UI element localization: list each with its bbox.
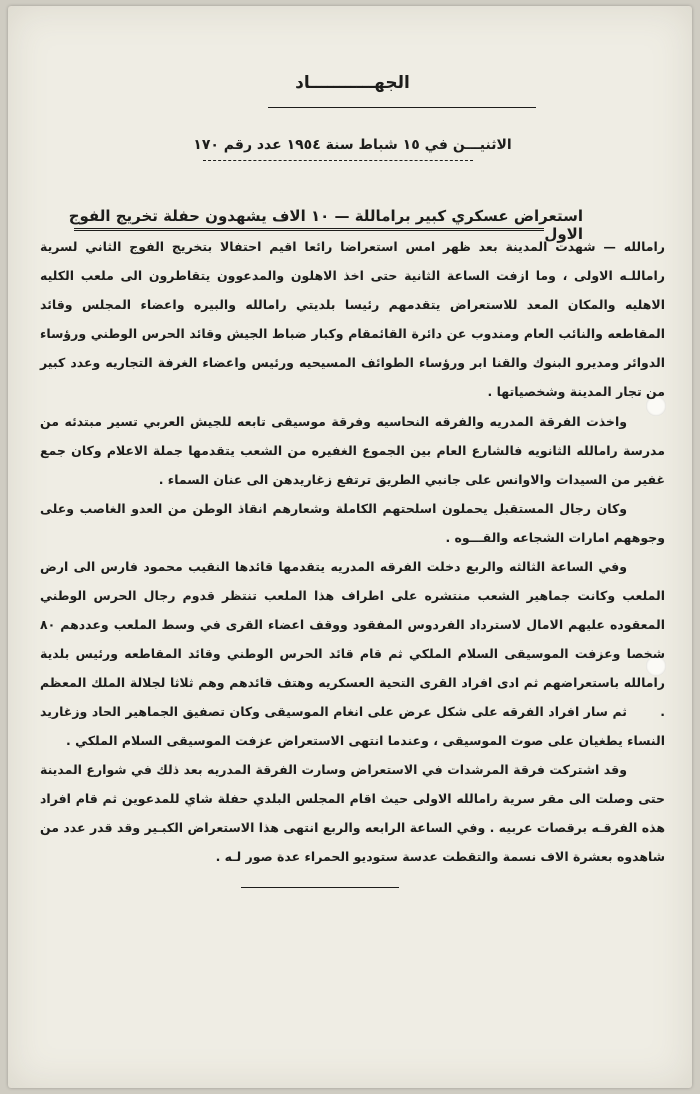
article-paragraph: وقد اشتركت فرقة المرشدات في الاستعراض وسارت الفرقة المدريه بعد ذلك في شوارع المدينة حتى وصلت الى مقر سرية رامالله الاولى حيث اقام المجلس البلدي حفلة شاي للمدعوين ثم قام افراد هذه الفرقـه برقصات عربيه . وفي الساعة الرابعه والربع انتهى هذا الاستعراض الكبـير وقد قدر عدد من شاهدوه بعشرة الاف نسمة والتقطت عدسة ستوديو الحمراء عدة صور لـه . [40,762,665,864]
newspaper-masthead: الجهـــــــــــاد [295,73,410,93]
article-paragraph: وكان رجال المستقبل يحملون اسلحتهم الكاملة وشعارهم انقاذ الوطن من العدو الغاصب وعلى وجوههم امارات الشجاعه والقـــوه . [40,501,665,545]
end-of-article-rule [241,887,399,888]
dateline-underline [203,160,473,161]
article-paragraph: واخذت الفرقة المدريه والفرقه النحاسيه وفرقة موسيقى تابعه للجيش العربي تسير مبتدئه من مدرسة رامالله الثانويه فالشارع العام بين الجموع الغفيره من الشعب يتقدمها جملة الاعلام وكان جمع غفير من السيدات والاوانس على جانبي الطريق ترتفع زغاريدهن الى عنان السماء . [40,414,665,487]
article-paragraph: وفي الساعة الثالثه والربع دخلت الفرقه المدريه يتقدمها قائدها النقيب محمود فارس الى ارض الملعب وكانت جماهير الشعب منتشره على اطراف هذا الملعب تنتظر قدوم رجال الحرس الوطني المعقوده عليهم الامال لاسترداد الفردوس المفقود ووقف اعضاء القرى في وسط الملعب وعددهم ٨٠ شخصا وعزفت الموسيقى السلام الملكي ثم قام قائد الحرس الوطني وقائد المقاطعه ورئيس بلدية رامالله باستعراضهم ثم ادى افراد القرى التحية العسكريه وهتف قائدهم وهم ثلاثا لجلالة الملك المعظم . [40,559,665,719]
article-headline: استعراض عسكري كبير براماللة — ١٠ الاف يشهدون حفلة تخريج الفوج الاول [68,207,583,243]
article-paragraph: ثم سار افراد الفرقه على شكل عرض على انغام الموسيقى وكان تصفيق الجماهير الحاد وزغاريد النساء يطغيان على صوت الموسيقى ، وعندما انتهى الاستعراض عزفت الموسيقى السلام الملكي . [40,704,665,748]
publication-dateline: الاثنيـــن في ١٥ شباط سنة ١٩٥٤ عدد رقم ١٧٠ [193,137,512,153]
article-paragraph: رامالله — شهدت المدينة بعد ظهر امس استعراضا رائعا اقيم احتفالا بتخريج الفوج الثاني لسرية راماللـه الاولى ، وما ازفت الساعة الثانية حتى اخذ الاهلون والمدعوون يتقاطرون الى ملعب الكليه الاهليه والمكان المعد للاستعراض يتقدمهم رئيسا بلديتي رامالله والبيره واعضاء المجلس وقائد المقاطعه والنائب العام ومندوب عن دائرة القائمقام وكبار ضباط الجيش وقائد الحرس الوطني ورؤساء الدوائر ومديرو البنوك والقنا ابر ورؤساء الطوائف المسيحيه ورئيس واعضاء الغرفة التجاريه وعدد كبير من تجار المدينة وشخصياتها . [40,239,665,399]
headline-underline [74,228,544,231]
masthead-underline [268,107,536,108]
